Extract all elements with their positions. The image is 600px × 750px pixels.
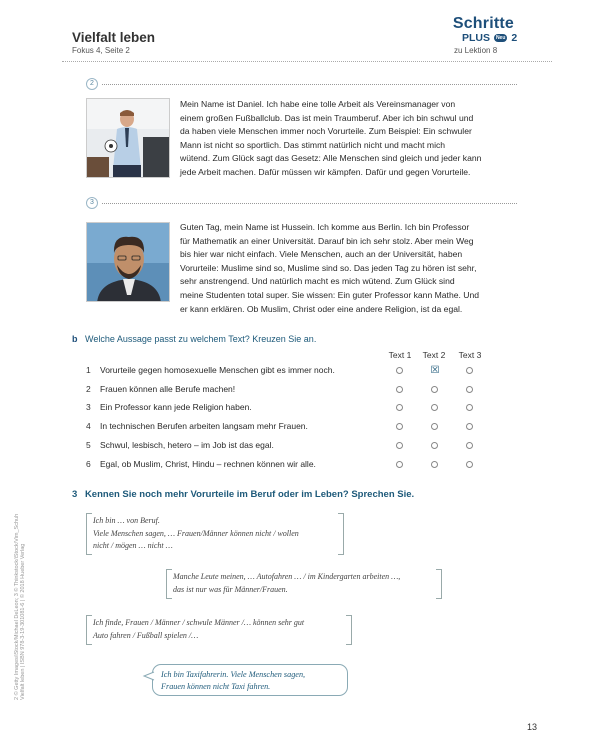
text-line: Mein Name ist Daniel. Ich habe eine tolle Arbeit als Vereinsmanager von	[180, 99, 456, 109]
phrase-box	[86, 513, 344, 555]
answer-radio[interactable]	[431, 442, 438, 449]
text-number-badge: 3	[86, 197, 98, 209]
text-line: da haben viele Menschen immer noch Vorurteile. Zum Beispiel: Ein schwuler	[180, 126, 472, 137]
answer-radio[interactable]	[396, 367, 403, 374]
text-separator	[102, 84, 517, 85]
brand-neu-badge: Neu	[495, 35, 506, 42]
text-separator	[102, 203, 517, 204]
answer-radio[interactable]	[431, 461, 438, 468]
statement-text: Frauen können alle Berufe machen!	[100, 383, 236, 394]
statement-text: In technischen Berufen arbeiten langsam mehr Frauen.	[100, 421, 308, 432]
text-line: er kann erklären. Ob Muslim, Christ oder eine andere Religion, ist da egal.	[180, 303, 463, 314]
worksheet-title: Vielfalt leben	[72, 30, 156, 45]
text-line: meine Studenten total super. Sie wissen: Ein guter Professor kann Mathe. Und	[180, 289, 480, 300]
bubble-line: Ich bin Taxifahrerin. Viele Menschen sagen,	[161, 670, 306, 679]
phrase-line: Auto fahren / Fußball spielen /…	[93, 630, 199, 640]
answer-radio[interactable]	[466, 423, 473, 430]
task-number: 3	[72, 489, 78, 500]
row-number: 3	[86, 402, 91, 413]
row-number: 4	[86, 421, 91, 432]
answer-radio[interactable]	[466, 461, 473, 468]
man-with-football-image	[87, 99, 170, 178]
statement-text: Schwul, lesbisch, hetero – im Job ist das egal.	[100, 439, 274, 450]
row-number: 6	[86, 458, 91, 469]
text-daniel	[180, 98, 520, 180]
row-number: 1	[86, 365, 91, 375]
phrase-line: nicht / mögen … nicht …	[93, 541, 173, 550]
phrase-box	[166, 569, 442, 599]
phrase-line: das ist nur was für Männer/Frauen.	[173, 584, 288, 594]
answer-radio[interactable]	[431, 386, 438, 393]
answer-radio[interactable]	[466, 367, 473, 374]
bubble-line: Frauen können nicht Taxi fahren.	[161, 681, 271, 691]
answer-radio[interactable]	[396, 423, 403, 430]
statement-text: Vorurteile gegen homosexuelle Menschen gibt es immer noch.	[100, 365, 335, 375]
text-line: für Mathematik an einer Universität. Darauf bin ich sehr stolz. Aber mein Weg	[180, 235, 474, 246]
answer-radio[interactable]	[396, 442, 403, 449]
task-instruction: Kennen Sie noch mehr Vorurteile im Beruf oder im Leben? Sprechen Sie.	[84, 489, 415, 500]
text-line: wütend. Zum Glück sagt das Gesetz: Alle Menschen sind gleich und jeder kann	[180, 153, 482, 164]
brand-plus	[462, 32, 517, 44]
lesson-label: zu Lektion 8	[454, 46, 498, 55]
header-divider	[62, 61, 552, 62]
photo-hussein	[86, 222, 170, 302]
brand-plus-label: PLUS	[462, 32, 491, 44]
page-number: 13	[527, 722, 538, 732]
answer-radio[interactable]	[466, 442, 473, 449]
answer-radio[interactable]	[396, 404, 403, 411]
task-instruction: Welche Aussage passt zu welchem Text? Kreuzen Sie an.	[85, 334, 317, 344]
column-header-text-2: Text 2	[422, 350, 446, 360]
credit-line: Vielfalt leben | ISBN 978-3-19-301081-6 | © 2018 Hueber Verlag	[20, 543, 26, 700]
answer-radio[interactable]	[396, 461, 403, 468]
text-line: bis hier war nicht einfach. Viele Menschen, auch an der Universität, haben	[180, 249, 463, 260]
text-line: sehr anstrengend. Und natürlich macht es mich wütend. Zum Glück sind	[180, 276, 455, 287]
speech-bubble	[152, 664, 348, 696]
phrase-line: Ich finde, Frauen / Männer / schwule Männer /… können sehr gut	[93, 618, 305, 627]
text-hussein	[180, 221, 525, 316]
row-number: 2	[86, 383, 91, 394]
answer-radio[interactable]	[431, 404, 438, 411]
answer-radio[interactable]	[431, 423, 438, 430]
answer-radio[interactable]	[466, 386, 473, 393]
text-line: jede Arbeit machen. Dafür müssen wir kämpfen. Dafür und gegen Vorurteile.	[180, 166, 471, 177]
phrase-line: Ich bin … von Beruf.	[93, 516, 160, 525]
task-3-heading	[72, 489, 414, 500]
credit-line: 2 © Getty Images/iStock/Michael DeLeon; 3 © Thinkstock/iStock/Vim_Schuh	[14, 513, 20, 700]
photo-daniel	[86, 98, 170, 178]
bubble-tail-icon	[142, 670, 156, 682]
text-number-badge: 2	[86, 78, 98, 90]
task-letter: b	[72, 334, 78, 344]
image-credits	[14, 420, 26, 700]
brand-volume: 2	[511, 32, 518, 44]
column-header-text-3: Text 3	[458, 350, 482, 360]
statement-text: Egal, ob Muslim, Christ, Hindu – rechnen können wir alle.	[100, 458, 316, 469]
text-line: einem großen Fußballclub. Das ist mein Traumberuf. Aber ich bin schwul und	[180, 112, 474, 123]
phrase-box	[86, 615, 352, 645]
man-portrait-image	[87, 223, 170, 302]
answer-radio[interactable]	[396, 386, 403, 393]
task-b-heading	[72, 334, 316, 344]
phrase-line: Viele Menschen sagen, … Frauen/Männer können nicht / wollen	[93, 528, 299, 538]
text-line: Guten Tag, mein Name ist Hussein. Ich komme aus Berlin. Ich bin Professor	[180, 222, 470, 232]
text-line: Vorurteile: Muslime sind so, Muslime sind so. Das jeden Tag zu hören ist sehr,	[180, 262, 477, 273]
phrase-line: Manche Leute meinen, … Autofahren … / im Kindergarten arbeiten …,	[173, 572, 401, 581]
answer-radio[interactable]	[466, 404, 473, 411]
checked-box-icon[interactable]: ☒	[430, 365, 440, 376]
worksheet-subtitle: Fokus 4, Seite 2	[72, 46, 130, 55]
statement-text: Ein Professor kann jede Religion haben.	[100, 402, 252, 413]
row-number: 5	[86, 439, 91, 450]
text-line: Mann ist nicht so sportlich. Das stimmt natürlich nicht und macht mich	[180, 139, 446, 150]
column-header-text-1: Text 1	[388, 350, 412, 360]
brand-logo: Schritte	[452, 15, 514, 32]
